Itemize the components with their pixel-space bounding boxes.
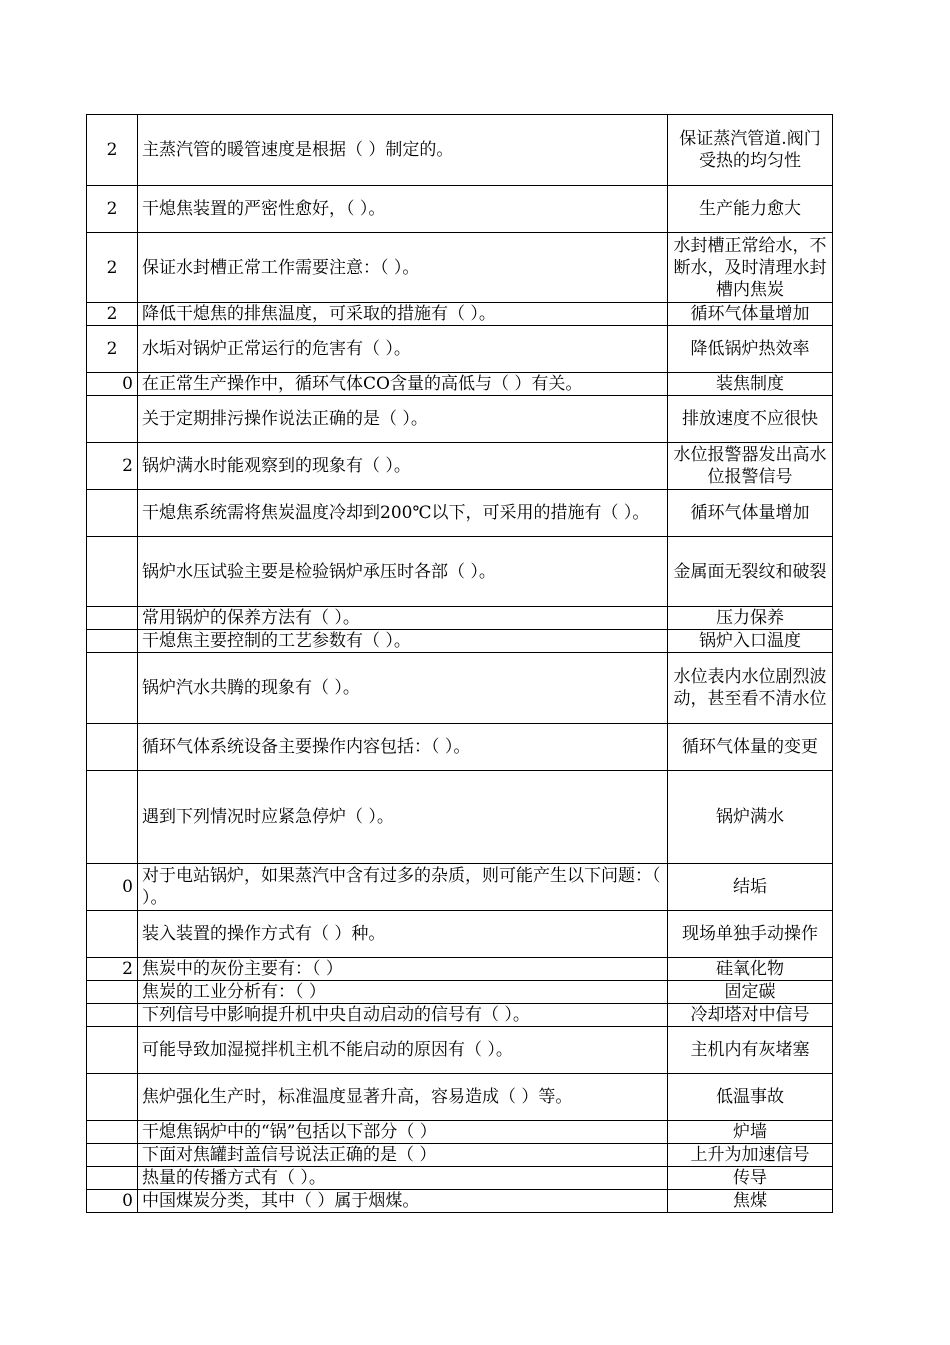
- row-question: 焦炉强化生产时，标准温度显著升高，容易造成（ ）等。: [138, 1074, 668, 1121]
- row-question: 降低干熄焦的排焦温度，可采取的措施有（ ）。: [138, 303, 668, 326]
- row-answer: 水封槽正常给水，不断水，及时清理水封槽内焦炭: [668, 233, 833, 303]
- row-question: 焦炭的工业分析有：（ ）: [138, 981, 668, 1004]
- row-score: 2: [87, 233, 138, 303]
- table-row: [87, 1074, 833, 1121]
- row-score: 2: [87, 115, 138, 186]
- row-question: 干熄焦系统需将焦炭温度冷却到200℃以下，可采用的措施有（ ）。: [138, 490, 668, 537]
- row-score: [87, 607, 138, 630]
- row-score: [87, 1027, 138, 1074]
- row-question: 可能导致加湿搅拌机主机不能启动的原因有（ ）。: [138, 1027, 668, 1074]
- row-score: 0: [87, 373, 138, 396]
- row-answer: 水位表内水位剧烈波动，甚至看不清水位: [668, 653, 833, 724]
- table-row: [87, 115, 833, 186]
- row-question: 下列信号中影响提升机中央自动启动的信号有（ ）。: [138, 1004, 668, 1027]
- table-row: [87, 1027, 833, 1074]
- table-row: [87, 771, 833, 864]
- row-answer: 保证蒸汽管道.阀门受热的均匀性: [668, 115, 833, 186]
- table-row: [87, 864, 833, 911]
- table-row: [87, 1144, 833, 1167]
- row-question: 保证水封槽正常工作需要注意：（ ）。: [138, 233, 668, 303]
- table-row: [87, 537, 833, 607]
- row-answer: 传导: [668, 1167, 833, 1190]
- row-score: [87, 653, 138, 724]
- row-answer: 固定碳: [668, 981, 833, 1004]
- table-row: [87, 186, 833, 233]
- table-row: [87, 373, 833, 396]
- row-answer: 生产能力愈大: [668, 186, 833, 233]
- row-score: 2: [87, 326, 138, 373]
- row-question: 锅炉汽水共腾的现象有（ ）。: [138, 653, 668, 724]
- row-answer: 焦煤: [668, 1190, 833, 1213]
- row-answer: 循环气体量的变更: [668, 724, 833, 771]
- table-row: [87, 958, 833, 981]
- row-score: [87, 1167, 138, 1190]
- row-answer: 锅炉入口温度: [668, 630, 833, 653]
- row-answer: 装焦制度: [668, 373, 833, 396]
- row-score: [87, 1004, 138, 1027]
- table-row: [87, 490, 833, 537]
- row-score: [87, 1121, 138, 1144]
- table-row: [87, 303, 833, 326]
- row-score: [87, 630, 138, 653]
- row-question: 锅炉满水时能观察到的现象有（ ）。: [138, 443, 668, 490]
- table-row: [87, 1121, 833, 1144]
- row-answer: 炉墙: [668, 1121, 833, 1144]
- row-answer: 循环气体量增加: [668, 303, 833, 326]
- table-row: [87, 630, 833, 653]
- question-table-body: [87, 115, 833, 1213]
- row-question: 焦炭中的灰份主要有：（ ）: [138, 958, 668, 981]
- table-row: [87, 443, 833, 490]
- row-question: 热量的传播方式有（ ）。: [138, 1167, 668, 1190]
- row-question: 下面对焦罐封盖信号说法正确的是（ ）: [138, 1144, 668, 1167]
- row-question: 装入装置的操作方式有（ ）种。: [138, 911, 668, 958]
- row-score: [87, 981, 138, 1004]
- row-answer: 锅炉满水: [668, 771, 833, 864]
- row-question: 干熄焦装置的严密性愈好，（ ）。: [138, 186, 668, 233]
- row-answer: 冷却塔对中信号: [668, 1004, 833, 1027]
- row-question: 中国煤炭分类，其中（ ）属于烟煤。: [138, 1190, 668, 1213]
- row-score: 2: [87, 186, 138, 233]
- row-answer: 主机内有灰堵塞: [668, 1027, 833, 1074]
- row-answer: 结垢: [668, 864, 833, 911]
- row-answer: 水位报警器发出高水位报警信号: [668, 443, 833, 490]
- table-row: [87, 911, 833, 958]
- row-score: [87, 724, 138, 771]
- table-row: [87, 607, 833, 630]
- table-row: [87, 653, 833, 724]
- row-question: 在正常生产操作中，循环气体CO含量的高低与（ ）有关。: [138, 373, 668, 396]
- row-question: 干熄焦主要控制的工艺参数有（ ）。: [138, 630, 668, 653]
- row-answer: 排放速度不应很快: [668, 396, 833, 443]
- row-answer: 循环气体量增加: [668, 490, 833, 537]
- row-question: 遇到下列情况时应紧急停炉（ ）。: [138, 771, 668, 864]
- row-score: [87, 911, 138, 958]
- row-answer: 压力保养: [668, 607, 833, 630]
- row-score: [87, 1074, 138, 1121]
- row-answer: 上升为加速信号: [668, 1144, 833, 1167]
- table-row: [87, 981, 833, 1004]
- row-answer: 低温事故: [668, 1074, 833, 1121]
- table-row: [87, 1004, 833, 1027]
- row-answer: 降低锅炉热效率: [668, 326, 833, 373]
- row-score: 2: [87, 443, 138, 490]
- row-score: [87, 490, 138, 537]
- row-score: [87, 396, 138, 443]
- row-score: 0: [87, 864, 138, 911]
- row-score: 2: [87, 303, 138, 326]
- row-question: 关于定期排污操作说法正确的是（ ）。: [138, 396, 668, 443]
- row-score: [87, 771, 138, 864]
- row-question: 对于电站锅炉，如果蒸汽中含有过多的杂质，则可能产生以下问题：（ ）。: [138, 864, 668, 911]
- row-score: 2: [87, 958, 138, 981]
- row-question: 主蒸汽管的暖管速度是根据（ ）制定的。: [138, 115, 668, 186]
- table-row: [87, 233, 833, 303]
- row-question: 常用锅炉的保养方法有（ ）。: [138, 607, 668, 630]
- table-row: [87, 1167, 833, 1190]
- row-score: [87, 1144, 138, 1167]
- table-row: [87, 1190, 833, 1213]
- row-answer: 硅氧化物: [668, 958, 833, 981]
- table-row: [87, 724, 833, 771]
- row-question: 锅炉水压试验主要是检验锅炉承压时各部（ ）。: [138, 537, 668, 607]
- row-question: 干熄焦锅炉中的“锅”包括以下部分（ ）: [138, 1121, 668, 1144]
- row-answer: 现场单独手动操作: [668, 911, 833, 958]
- row-question: 水垢对锅炉正常运行的危害有（ ）。: [138, 326, 668, 373]
- row-question: 循环气体系统设备主要操作内容包括：（ ）。: [138, 724, 668, 771]
- row-score: [87, 537, 138, 607]
- question-table: [86, 114, 833, 1213]
- row-score: 0: [87, 1190, 138, 1213]
- table-row: [87, 396, 833, 443]
- table-row: [87, 326, 833, 373]
- row-answer: 金属面无裂纹和破裂: [668, 537, 833, 607]
